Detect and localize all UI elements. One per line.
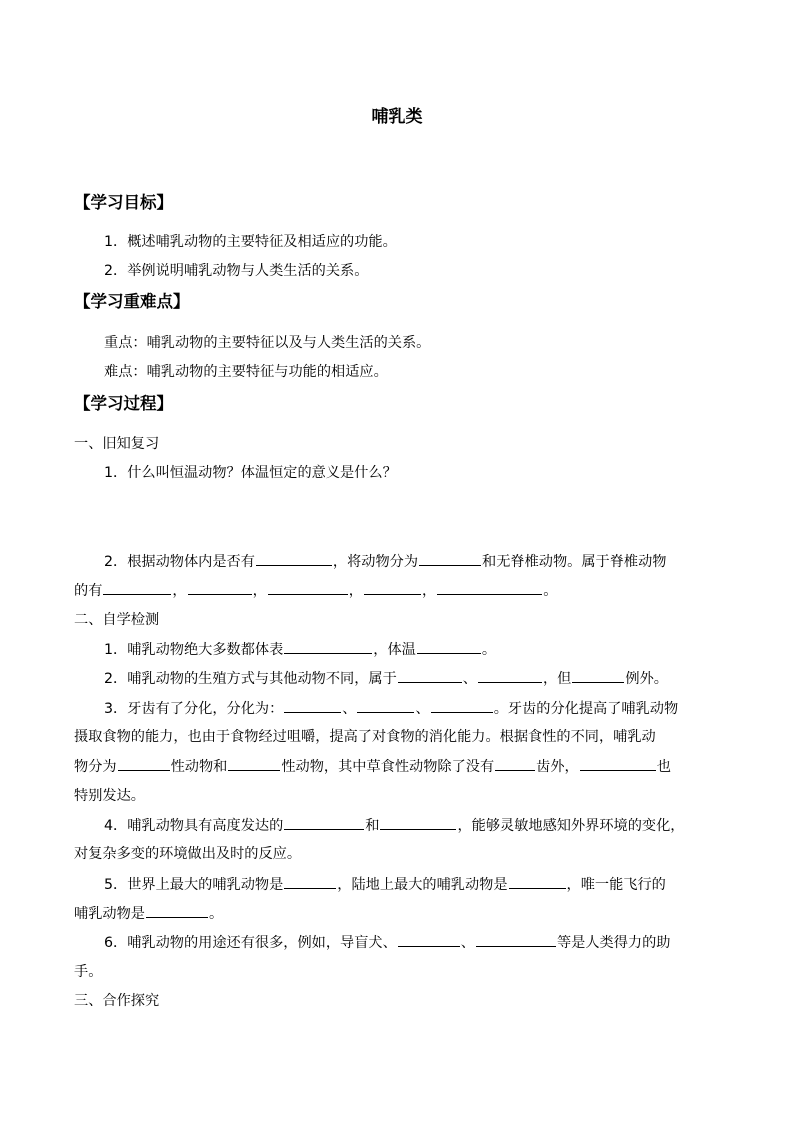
answer-blank[interactable] [228,756,280,771]
question-text-part: ，但 [542,671,572,687]
answer-blank[interactable] [417,639,481,654]
question-text-part: 性动物和 [170,759,228,775]
separator: 、 [415,701,430,717]
question-text-part: 。 [481,642,497,658]
question-text: 摄取食物的能力，也由于食物经过咀嚼，提高了对食物的消化能力。根据食性的不同，哺乳动 [74,729,656,745]
question-text [74,580,557,601]
separator: ， [252,583,267,599]
separator: ， [172,583,187,599]
keypoint-item: 难点：哺乳动物的主要特征与功能的相适应。 [104,364,388,380]
question-text-part: 也 [656,759,671,775]
question-text-part: 、 [460,935,475,951]
question-text-part: 2．根据动物体内是否有 [104,554,255,570]
question-text-part: ，体温 [373,642,416,658]
answer-blank[interactable] [268,580,348,595]
separator: ， [348,583,363,599]
question-text-part: 。 [208,906,224,922]
answer-blank[interactable] [431,698,493,713]
question-text-part: 1．哺乳动物绝大多数都体表 [104,642,284,658]
answer-blank[interactable] [398,668,462,683]
separator: ， [422,583,437,599]
question-text: 对复杂多变的环境做出及时的反应。 [74,846,302,862]
goal-item: 1．概述哺乳动物的主要特征及相适应的功能。 [104,234,397,250]
question-text: 1．什么叫恒温动物？体温恒定的意义是什么？ [104,465,397,481]
answer-blank[interactable] [284,815,364,830]
question-text-part: 和 [365,818,380,834]
answer-blank[interactable] [357,698,414,713]
answer-blank[interactable] [509,874,566,889]
question-text-part: 6．哺乳动物的用途还有很多，例如，导盲犬、 [104,935,397,951]
answer-blank[interactable] [580,756,656,771]
question-text: 特别发达。 [74,788,145,804]
keypoint-item: 重点：哺乳动物的主要特征以及与人类生活的关系。 [104,335,431,351]
question-text-part: 。牙齿的分化提高了哺乳动物 [493,701,679,717]
question-text [104,698,678,719]
answer-blank[interactable] [284,698,341,713]
question-text: 手。 [74,964,103,980]
answer-blank[interactable] [118,756,170,771]
answer-blank[interactable] [188,580,252,595]
question-text-part: ，唯一能飞行的 [566,877,666,893]
question-text-part: 2．哺乳动物的生殖方式与其他动物不同，属于 [104,671,397,687]
question-text-part: 哺乳动物是 [74,906,145,922]
question-text-part: 5．世界上最大的哺乳动物是 [104,877,284,893]
part3-heading: 三、合作探究 [74,993,160,1009]
question-text-part: 3．牙齿有了分化，分化为： [104,701,284,717]
answer-blank[interactable] [437,580,542,595]
section-heading-keypoints: 【学习重难点】 [74,292,190,311]
answer-blank[interactable] [380,815,456,830]
question-text-part: 齿外， [536,759,579,775]
question-text-part: 和无脊椎动物。属于脊椎动物 [482,554,667,570]
answer-blank[interactable] [103,580,171,595]
answer-blank[interactable] [284,639,372,654]
question-text-part: 性动物，其中草食性动物除了没有 [281,759,495,775]
question-text [104,551,667,572]
answer-blank[interactable] [398,932,460,947]
page-title: 哺乳类 [371,107,423,127]
question-text-part: 等是人类得力的助 [556,935,671,951]
question-text-part: 。 [543,583,558,599]
question-text-part: 的有 [74,583,103,599]
answer-blank[interactable] [476,932,556,947]
answer-blank[interactable] [495,756,535,771]
question-text-part: 4．哺乳动物具有高度发达的 [104,818,284,834]
answer-blank[interactable] [364,580,421,595]
question-text-part: ，将动物分为 [332,554,419,570]
question-text [104,815,685,836]
question-text-part: 物分为 [74,759,117,775]
answer-blank[interactable] [284,874,336,889]
answer-blank[interactable] [572,668,624,683]
question-text [104,874,666,895]
answer-blank[interactable] [146,903,208,918]
part1-heading: 一、旧知复习 [74,436,160,452]
question-text-part: ，陆地上最大的哺乳动物是 [337,877,508,893]
question-text [104,668,668,689]
question-text [104,932,671,953]
part2-heading: 二、自学检测 [74,612,160,628]
question-text [74,756,671,777]
answer-blank[interactable] [419,551,481,566]
question-text [104,639,496,660]
question-text [74,903,223,924]
section-heading-goals: 【学习目标】 [74,193,173,212]
question-text-part: 例外。 [625,671,668,687]
goal-item: 2．举例说明哺乳动物与人类生活的关系。 [104,263,369,279]
answer-blank[interactable] [256,551,332,566]
answer-blank[interactable] [478,668,542,683]
section-heading-process: 【学习过程】 [74,394,173,413]
question-text-part: ，能够灵敏地感知外界环境的变化， [457,818,685,834]
separator: 、 [342,701,357,717]
question-text-part: 、 [462,671,477,687]
